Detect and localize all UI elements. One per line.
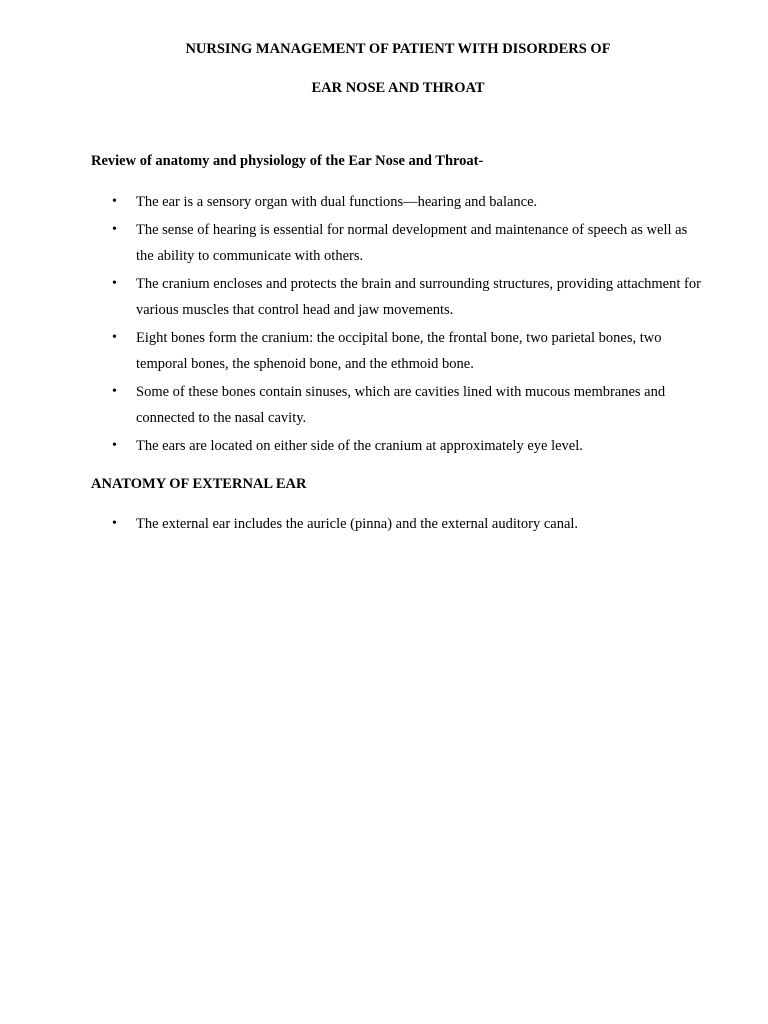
- list-item-text: Some of these bones contain sinuses, which are cavities lined with mucous membranes and connected to the nasal cavity.: [136, 383, 666, 426]
- section-heading-review: Review of anatomy and physiology of the Ear Nose and Throat-: [91, 153, 484, 169]
- list-item-text: The ears are located on either side of the cranium at approximately eye level.: [136, 437, 583, 454]
- list-item: [0, 217, 768, 270]
- list-item: [0, 379, 768, 432]
- list-item: [0, 271, 768, 324]
- list-item: [0, 189, 768, 216]
- list-item-text: The sense of hearing is essential for normal development and maintenance of speech as well as the ability to communicate with others.: [136, 221, 688, 264]
- list-item-text: The external ear includes the auricle (pinna) and the external auditory canal.: [136, 516, 579, 532]
- list-item-text: The ear is a sensory organ with dual functions—hearing and balance.: [136, 194, 538, 210]
- bullet-icon: •: [112, 329, 117, 345]
- bullet-icon: •: [112, 194, 117, 209]
- bullet-icon: •: [112, 275, 117, 291]
- bullet-icon: •: [112, 516, 117, 531]
- bullet-icon: •: [112, 437, 117, 453]
- list-item-text: The cranium encloses and protects the brain and surrounding structures, providing attachment for various muscles that control head and jaw movements.: [136, 275, 701, 318]
- document-title-line-1: NURSING MANAGEMENT OF PATIENT WITH DISORDERS OF: [185, 41, 611, 57]
- section-heading-external-ear: ANATOMY OF EXTERNAL EAR: [91, 476, 307, 492]
- list-item: [0, 433, 768, 460]
- bullet-icon: •: [112, 383, 117, 399]
- bullet-list-review: [0, 189, 768, 460]
- bullet-icon: •: [112, 221, 117, 237]
- list-item: [0, 325, 768, 378]
- list-item-text: Eight bones form the cranium: the occipital bone, the frontal bone, two parietal bones, two temporal bones, the sphenoid bone, and the ethmoid bone.: [136, 329, 662, 372]
- list-item: [0, 511, 768, 538]
- document-title-line-2: EAR NOSE AND THROAT: [311, 80, 485, 96]
- bullet-list-external-ear: [0, 511, 768, 539]
